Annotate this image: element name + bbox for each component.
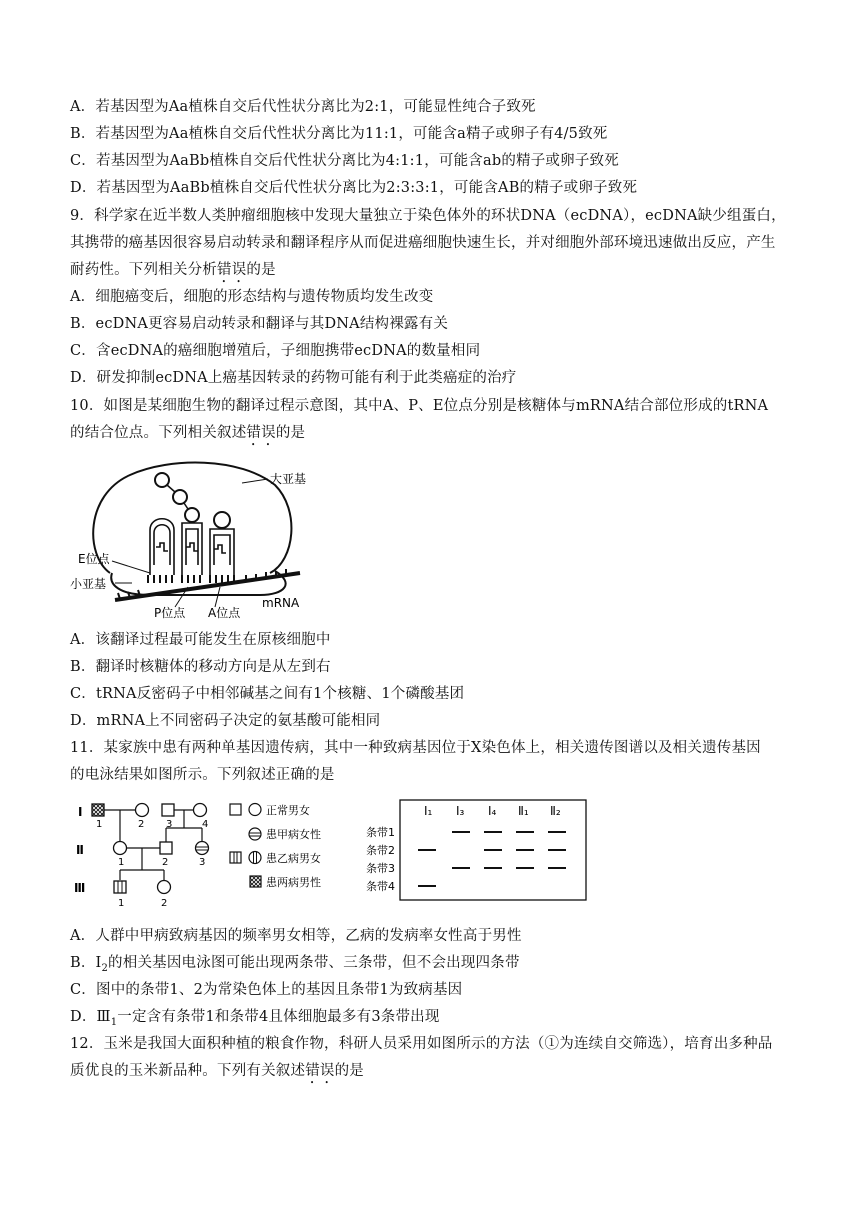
gel-row-band3: 条带3 bbox=[366, 862, 395, 875]
legend-disease-b-male-icon bbox=[230, 852, 241, 863]
individual-II3 bbox=[196, 842, 209, 855]
q9-option-d: D．研发抑制ecDNA上癌基因转录的药物可能有利于此类癌症的治疗 bbox=[70, 370, 517, 386]
legend-disease-a-icon bbox=[249, 828, 261, 840]
q12-stem-tail: 的是 bbox=[334, 1063, 365, 1079]
generation-1-label: Ⅰ bbox=[78, 805, 83, 819]
generation-3-label: Ⅲ bbox=[74, 881, 86, 895]
q9-stem-line3 bbox=[70, 260, 276, 286]
pedigree-figure bbox=[70, 798, 360, 916]
q10-stem-line2 bbox=[70, 423, 305, 449]
label-I1: 1 bbox=[96, 819, 103, 830]
individual-II1 bbox=[114, 842, 127, 855]
q9-stem-text: 耐药性。下列相关分析 bbox=[70, 262, 217, 278]
q10-stem-line1: 10．如图是某细胞生物的翻译过程示意图，其中A、P、E位点分别是核糖体与mRNA结合部位形成的tRNA bbox=[70, 398, 769, 414]
q12-stem-line2 bbox=[70, 1061, 364, 1087]
trna-e-site bbox=[150, 519, 174, 575]
individual-I4 bbox=[194, 804, 207, 817]
amino-acid-1 bbox=[155, 473, 169, 487]
q11-option-a: A．人群中甲病致病基因的频率男女相等，乙病的发病率女性高于男性 bbox=[70, 928, 522, 944]
q9-option-a: A．细胞癌变后，细胞的形态结构与遗传物质均发生改变 bbox=[70, 289, 434, 305]
q11-option-b-prefix: B．Ⅰ bbox=[70, 955, 102, 971]
label-I4: 4 bbox=[202, 819, 209, 830]
q9-option-c: C．含ecDNA的癌细胞增殖后，子细胞携带ecDNA的数量相同 bbox=[70, 343, 481, 359]
q9-option-b: B．ecDNA更容易启动转录和翻译与其DNA结构裸露有关 bbox=[70, 316, 449, 332]
label-II2: 2 bbox=[162, 857, 169, 868]
individual-III1 bbox=[114, 881, 126, 893]
gel-col-II1: Ⅱ₁ bbox=[518, 804, 529, 818]
gel-col-I4: Ⅰ₄ bbox=[488, 804, 497, 818]
q10-stem-text: 的结合位点。下列相关叙述 bbox=[70, 425, 247, 441]
label-large-subunit: 大亚基 bbox=[270, 472, 307, 486]
individual-I3 bbox=[162, 804, 174, 816]
legend-disease-b-label: 患乙病男女 bbox=[266, 852, 321, 865]
legend-disease-b-female-icon bbox=[249, 852, 261, 864]
label-p-site: P位点 bbox=[154, 606, 186, 620]
legend-normal-female-icon bbox=[249, 804, 261, 816]
q11-option-d bbox=[70, 1007, 440, 1033]
legend-disease-a-label: 患甲病女性 bbox=[266, 828, 321, 841]
q11-option-d-text: 一定含有条带1和条带4且体细胞最多有3条带出现 bbox=[117, 1009, 440, 1025]
q12-emphasis-word: 错误 bbox=[305, 1063, 335, 1079]
individual-II2 bbox=[160, 842, 172, 854]
q9-emphasis-word: 错误 bbox=[217, 262, 247, 278]
q11-option-d-subscript: 1 bbox=[110, 1016, 118, 1028]
q10-option-c: C．tRNA反密码子中相邻碱基之间有1个核糖、1个磷酸基团 bbox=[70, 686, 465, 702]
individual-I1 bbox=[92, 804, 104, 816]
gel-row-band4: 条带4 bbox=[366, 880, 395, 893]
label-III1: 1 bbox=[118, 898, 125, 909]
q12-stem-text: 质优良的玉米新品种。下列有关叙述 bbox=[70, 1063, 306, 1079]
legend-normal-label: 正常男女 bbox=[266, 804, 310, 817]
ribosome-figure bbox=[70, 455, 320, 625]
label-III2: 2 bbox=[161, 898, 168, 909]
q11-option-d-prefix: D．Ⅲ bbox=[70, 1009, 111, 1025]
q10-option-b: B．翻译时核糖体的移动方向是从左到右 bbox=[70, 659, 331, 675]
q9-stem-line2: 其携带的癌基因很容易启动转录和翻译程序从而促进癌细胞快速生长，并对细胞外部环境迅速做出反应，产生 bbox=[70, 235, 776, 251]
gel-col-II2: Ⅱ₂ bbox=[550, 804, 561, 818]
amino-acid-4 bbox=[214, 512, 230, 528]
label-I2: 2 bbox=[138, 819, 145, 830]
trna-p-site bbox=[182, 523, 202, 575]
label-II3: 3 bbox=[199, 857, 206, 868]
legend-both-diseases-label: 患两病男性 bbox=[266, 876, 321, 889]
label-a-site: A位点 bbox=[208, 606, 241, 620]
label-II1: 1 bbox=[118, 857, 125, 868]
q9-stem-tail: 的是 bbox=[246, 262, 276, 278]
q12-stem-line1: 12．玉米是我国大面积种植的粮食作物，科研人员采用如图所示的方法（①为连续自交筛选），培育出多种品 bbox=[70, 1036, 773, 1052]
label-small-subunit: 小亚基 bbox=[70, 577, 107, 591]
q11-stem-line2: 的电泳结果如图所示。下列叙述正确的是 bbox=[70, 767, 335, 783]
q8-option-c: C．若基因型为AaBb植株自交后代性状分离比为4:1:1，可能含ab的精子或卵子致死 bbox=[70, 153, 619, 169]
q11-option-b-subscript: 2 bbox=[101, 962, 109, 974]
q10-option-a: A．该翻译过程最可能发生在原核细胞中 bbox=[70, 632, 331, 648]
gel-row-band2: 条带2 bbox=[366, 844, 395, 857]
q11-option-c: C．图中的条带1、2为常染色体上的基因且条带1为致病基因 bbox=[70, 982, 463, 998]
q10-option-d: D．mRNA上不同密码子决定的氨基酸可能相同 bbox=[70, 713, 381, 729]
q8-option-d: D．若基因型为AaBb植株自交后代性状分离比为2:3:3:1，可能含AB的精子或卵子致死 bbox=[70, 180, 638, 196]
amino-acid-2 bbox=[173, 490, 187, 504]
q11-stem-line1: 11．某家族中患有两种单基因遗传病，其中一种致病基因位于X染色体上，相关遗传图谱以及相关遗传基因 bbox=[70, 740, 761, 756]
trna-a-site bbox=[210, 529, 234, 575]
gel-col-I1: Ⅰ₁ bbox=[424, 804, 433, 818]
anticodon-ticks bbox=[148, 575, 234, 583]
generation-2-label: Ⅱ bbox=[76, 843, 84, 857]
legend-both-diseases-icon bbox=[250, 876, 261, 887]
q10-stem-tail: 的是 bbox=[275, 425, 306, 441]
q8-option-a: A．若基因型为Aa植株自交后代性状分离比为2:1，可能显性纯合子致死 bbox=[70, 99, 536, 115]
gel-col-I3: Ⅰ₃ bbox=[456, 804, 465, 818]
small-subunit-shape bbox=[111, 571, 285, 595]
legend-normal-male-icon bbox=[230, 804, 241, 815]
amino-acid-3 bbox=[185, 508, 199, 522]
label-e-site: E位点 bbox=[78, 552, 110, 566]
q8-option-b: B．若基因型为Aa植株自交后代性状分离比为11:1，可能含a精子或卵子有4/5致死 bbox=[70, 126, 608, 142]
label-mrna: mRNA bbox=[262, 596, 300, 610]
q9-stem-line1: 9．科学家在近半数人类肿瘤细胞核中发现大量独立于染色体外的环状DNA（ecDNA），ecDNA缺少组蛋白， bbox=[70, 208, 786, 224]
q11-option-b bbox=[70, 953, 520, 979]
q11-option-b-text: 的相关基因电泳图可能出现两条带、三条带，但不会出现四条带 bbox=[108, 955, 520, 971]
individual-I2 bbox=[136, 804, 149, 817]
label-I3: 3 bbox=[166, 819, 173, 830]
electrophoresis-gel bbox=[360, 798, 590, 906]
q10-emphasis-word: 错误 bbox=[246, 425, 276, 441]
individual-III2 bbox=[158, 881, 171, 894]
gel-row-band1: 条带1 bbox=[366, 826, 395, 839]
